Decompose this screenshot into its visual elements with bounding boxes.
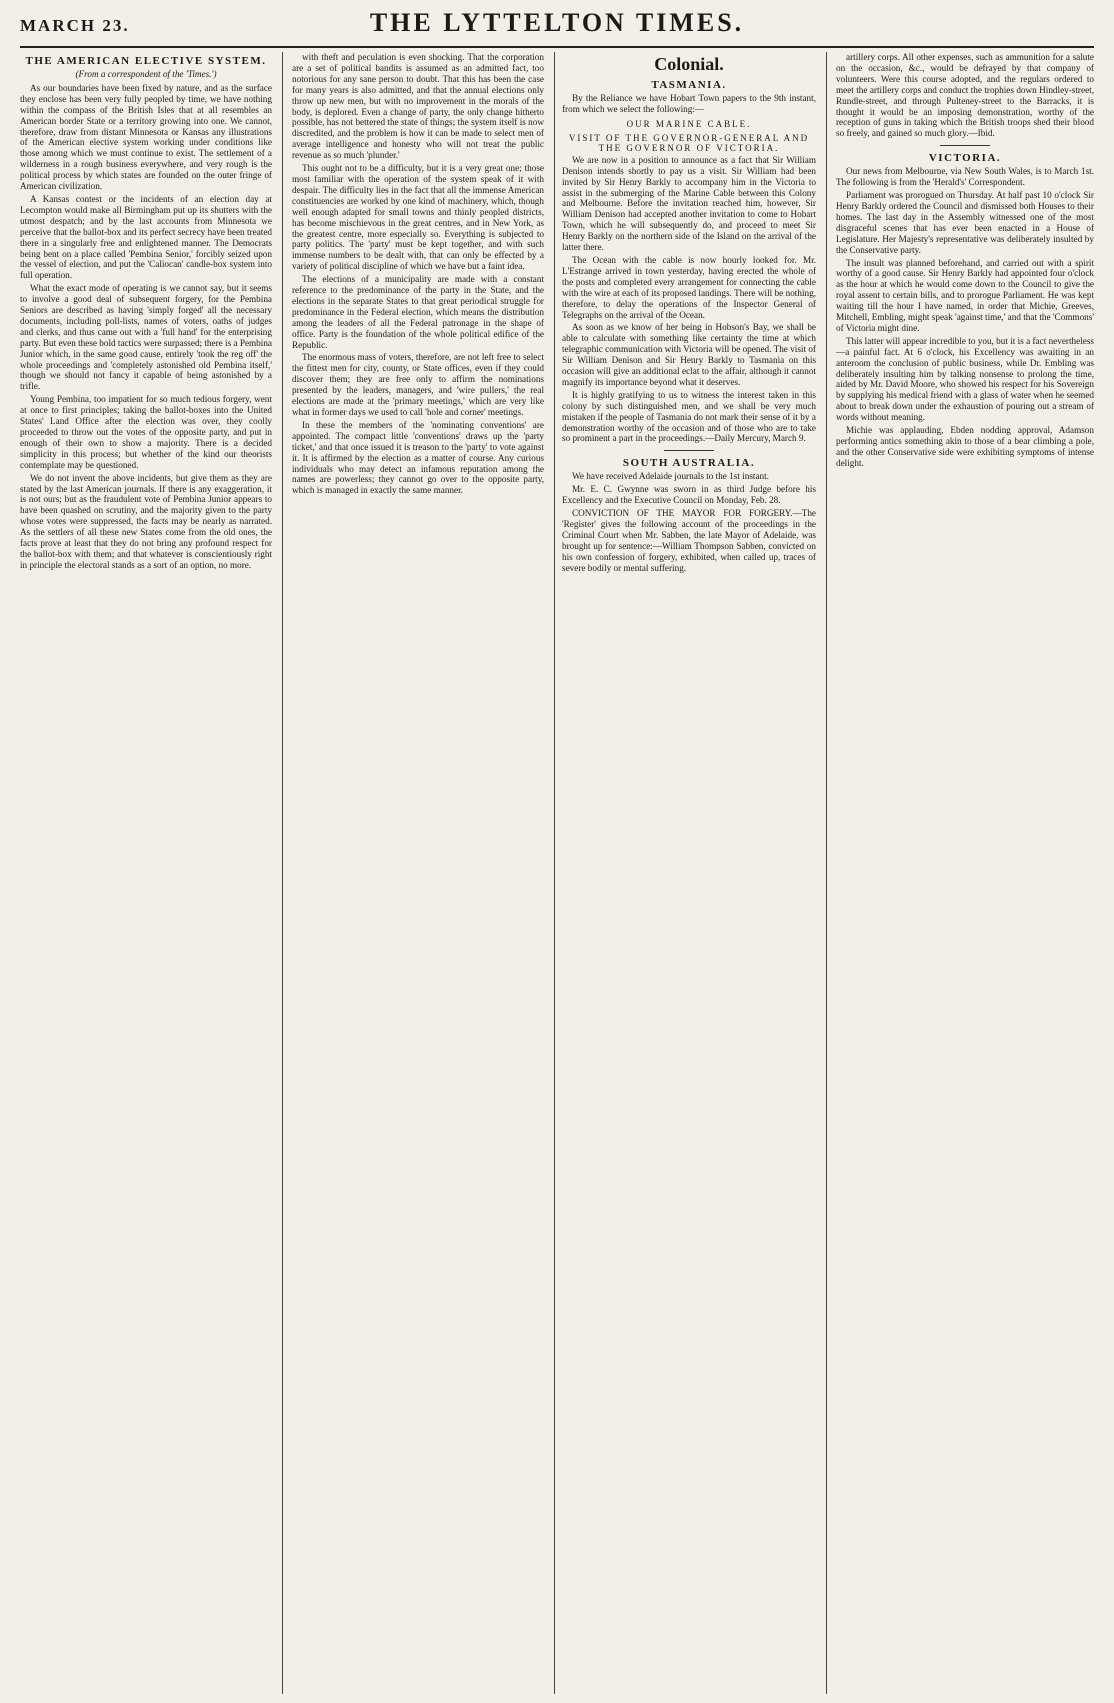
paragraph: Our news from Melbourne, via New South Wales, is to March 1st. The following is from the 'Herald's' Correspondent. [836, 166, 1094, 188]
paragraph: What the exact mode of operating is we cannot say, but it seems to involve a good deal of subsequent forgery, for the Pembina Seniors are described as having 'simply forged' all the necessary documents, including poll-lists, names of voters, oaths of judges and clerks, and thus came out with a 'full hand' for the enterprising party. But even these bold tactics were surpassed; there is a Pembina Junior which, in the same good cause, entirely 'took the reg off' the whole proceedings and 'completely astonished old Pembina itself,' though we should not fancy it capable of being astonished by a trifle. [20, 283, 272, 392]
separator [664, 450, 714, 451]
section-title: SOUTH AUSTRALIA. [622, 457, 756, 470]
newspaper-title: THE LYTTELTON TIMES. [369, 8, 745, 37]
paragraph: The Ocean with the cable is now hourly looked for. Mr. L'Estrange arrived in town yesterday, having erected the whole of the posts and completed every arrangement for connecting the cable with the wire at each of its proposed landings. There will be nothing, therefore, to delay the operations of the Inspector General of Telegraphs on the arrival of the Ocean. [562, 254, 816, 320]
paragraph: with theft and peculation is even shocking. That the corporation are a set of political bandits is assumed as an admitted fact, too notorious for any sane person to doubt. That this has been the case for many years is also admitted, and that the annual elections only throw up new men, but with no improvement in the morals of the body, is deplored. Even a change of party, the only change hitherto possible, has not bettered the state of things; the system itself is now discredited, and the problem is how it can be made to select men of average intelligence and honesty who will not treat the public revenue as so much 'plunder.' [292, 52, 544, 161]
paragraph: The elections of a municipality are made with a constant reference to the predominance of the party in the State, and the elections in the separate States to that great periodical struggle for predominance in the Federal election, which means the distribution among the leaders of all the Federal patronage in the shape of office. Party is the foundation of the whole political edifice of the Republic. [292, 274, 544, 350]
article-title: THE AMERICAN ELECTIVE SYSTEM. [25, 55, 267, 67]
paragraph: Michie was applauding, Ebden nodding approval, Adamson performing antics something akin to those of a bear climbing a pole, and the other Conservative side were exhibiting symptoms of intense delight. [836, 425, 1094, 468]
page-body [20, 52, 1094, 1694]
section-banner: Colonial. [654, 54, 724, 74]
paragraph: We do not invent the above incidents, but give them as they are stated by the last American journals. If there is any exaggeration, it is not ours; but as the fraudulent vote of Pembina Junior appears to have been quashed on scrutiny, and the majority given to the party whose votes were suppressed, the facts may be nearly as narrated. As the settlers of all these new States come from the old ones, the facts prove at least that they do not bring any profound respect for the ballot-box with them; and that whatever is conscientiously right in principle the electoral stands as a sort of an option, no more. [20, 472, 272, 570]
paragraph: CONVICTION OF THE MAYOR FOR FORGERY.—The 'Register' gives the following account of the proceedings in the Criminal Court when Mr. Sabben, the late Mayor of Adelaide, was brought up for sentence:—William Thompson Sabben, convicted on his own confession of forgery, exhibited, when called up, traces of severe bodily or mental suffering. [562, 508, 816, 573]
paragraph: Parliament was prorogued on Thursday. At half past 10 o'clock Sir Henry Barkly ordered the Council and dismissed both Houses to their homes. The last day in the Assembly witnessed one of the most disgraceful scenes that has ever been enacted in a House of Legislature. Her Majesty's representative was deliberately insulted by the Conservative party. [836, 190, 1094, 255]
masthead [20, 0, 1094, 48]
paragraph: As soon as we know of her being in Hobson's Bay, we shall be able to calculate with something like certainty the time at which telegraphic communication with Victoria will be opened. The visit of Sir William Denison and Sir Henry Barkly to Tasmania on this occasion will give an additional eclat to the affair, although it cannot magnify its importance beyond what it deserves. [562, 322, 816, 387]
column-1 [20, 52, 272, 1694]
separator [940, 145, 990, 146]
paragraph: Mr. E. C. Gwynne was sworn in as third Judge before his Excellency and the Executive Council on Monday, Feb. 28. [562, 484, 816, 506]
column-3 [562, 52, 816, 1694]
paragraph: The enormous mass of voters, therefore, are not left free to select the fittest men for city, county, or State offices, even if they could discover them; they are free only to affirm the nominations presented by the leaders, managers, and 'wire pullers,' the real elections are made at the 'primary meetings,' which are very like what in former days we used to call 'hole and corner' meetings. [292, 352, 544, 417]
column-4 [836, 52, 1094, 1694]
paragraph: artillery corps. All other expenses, such as ammunition for a salute on the occasion, &c., would be defrayed by that company of volunteers. Were this course adopted, and the regulars ordered to meet the artillery corps and conduct the trophies down Hindley-street, Rundle-street, and through Pulteney-street to the Barracks, it is thought it would be an imposing demonstration, worthy of the reception of guns in taking which the British troops shed their blood so freely, and gained so much glory.—Ibid. [836, 52, 1094, 139]
paragraph: We have received Adelaide journals to the 1st instant. [572, 471, 769, 482]
column-2 [292, 52, 544, 1694]
paragraph: A Kansas contest or the incidents of an election day at Lecompton would make all Birmingham put up its shutters with the utmost despatch; and by the last accounts from Minnesota we perceive that the ballot-box and its perfect secrecy have been treated there in a singularly free and enlightened manner. The Democrats being bent on a place called 'Pembina Senior,' forcibly seized upon the vessel of election, and put the 'Caliocan' candle-box system into full operation. [20, 193, 272, 281]
section-title: TASMANIA. [651, 79, 727, 91]
section-title: VICTORIA. [928, 152, 1002, 165]
paragraph: This latter will appear incredible to you, but it is a fact nevertheless—a painful fact. At 6 o'clock, his Excellency was awaiting in an anteroom the conclusion of public business, while Dr. Embling was deliberately insulting him by talking nonsense to prolong the time, aided by Mr. David Moore, who showed his respect for his Sovereign by supplying his medical friend with a glass of water when he seemed about to break down under the exhaustion of pouring out a stream of words without meaning. [836, 335, 1094, 423]
paragraph: We are now in a position to announce as a fact that Sir William Denison intends shortly to pay us a visit. Sir William had been invited by Sir Henry Barkly to accompany him in the Victoria to assist in the submerging of the Marine Cable between this Colony and Melbourne. Before the invitation reached him, however, Sir William Denison had accepted another invitation to come to Hobart Town, which he will subsequently do, and proceed to meet Sir Henry Barkly on the northern side of the Island on the arrival of the latter there. [562, 154, 816, 253]
sub-heading: OUR MARINE CABLE. [626, 118, 752, 129]
paragraph: As our boundaries have been fixed by nature, and as the surface they enclose has been very fully peopled by time, we have nothing within the compass of the British Isles that at all resembles an American border State or a territory growing into one. We cannot, therefore, draw from distant Minnesota or Kansas any illustrations of the American elective system working under conditions like those among which we must continue to exist. The settlement of a wilderness in a rough business everywhere, and very rough is the political process by which states are founded on the outer fringe of American civilization. [20, 82, 272, 192]
article-subtitle: (From a correspondent of the 'Times.') [75, 69, 217, 79]
paragraph: It is highly gratifying to us to witness the interest taken in this colony by such distinguished men, and we shall be very much mistaken if the people of Tasmania do not mark their sense of it by a demonstration worthy of the occasion and of those who are to take so prominent a part in the proceedings.—Daily Mercury, March 9. [562, 389, 816, 444]
issue-date: MARCH 23. [20, 16, 130, 35]
paragraph: By the Reliance we have Hobart Town papers to the 9th instant, from which we select the following:— [562, 93, 816, 114]
paragraph: This ought not to be a difficulty, but it is a very great one; those most familiar with the operation of the system speak of it with despair. The difficulty lies in the fact that all the immense American constituencies are worked by one kind of machinery, which, though well enough adapted for small towns and thinly peopled districts, has become mischievous in the great centres, and in New York, as the greatest centre, more especially so. Everything is subjected to party politics. The 'party' must be kept together, and with such immense numbers to be dealt with, that can only be effected by a variety of political discipline of which we have but a faint idea. [292, 163, 544, 272]
paragraph: Young Pembina, too impatient for so much tedious forgery, went at once to first principles; taking the ballot-boxes into the United States' Land Office after the election was over, they coolly proceeded to throw out the votes of the opposite party, and put in enough of their own to show a majority. There is a decided simplicity in this process; but whether of the kind our theorists contemplate may be questioned. [20, 394, 272, 470]
sub-heading: VISIT OF THE GOVERNOR-GENERAL AND THE GOVERNOR OF VICTORIA. [568, 132, 810, 153]
paragraph: The insult was planned beforehand, and carried out with a spirit worthy of a good cause. Sir Henry Barkly had appointed four o'clock as the hour at which he would come down to the Council to give the royal assent to certain bills, and to prorogue Parliament. He was kept waiting till the hour I have named, in order that Michie, Greeves, Mitchell, Embling, might speak 'against time,' and that the 'Commons' of Victoria might dine. [836, 257, 1094, 333]
paragraph: In these the members of the 'nominating conventions' are appointed. The compact little 'conventions' draws up the 'party ticket,' and that once issued it is treason to the 'party' to vote against it. It is affirmed by the election as a matter of course. Any curious individuals who may detect an infamous reputation among the names are powerless; they cannot go over to the opposite party, which is managed in exactly the same manner. [292, 419, 544, 496]
